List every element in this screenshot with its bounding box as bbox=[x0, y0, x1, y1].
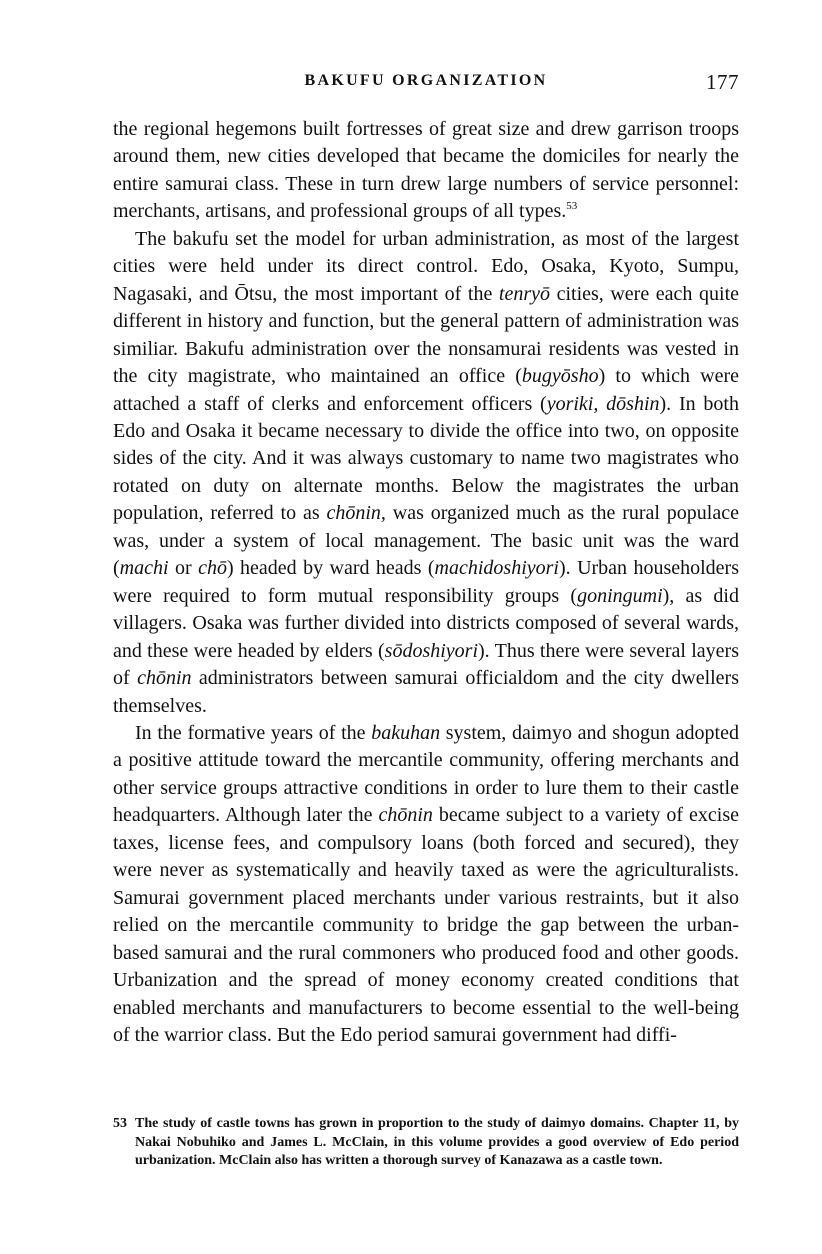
italic-term: chō bbox=[198, 557, 227, 580]
text-run: system, daimyo and shogun adopted a positive attitude toward the mercantile community, offering merchants and other service groups attractive conditions in order to lure them to their castle headquarters. Although later the bbox=[113, 721, 739, 827]
paragraph bbox=[113, 116, 739, 226]
italic-term: bugyōsho bbox=[521, 365, 599, 388]
body-text bbox=[113, 116, 739, 1049]
italic-term: machidoshiyori bbox=[434, 557, 559, 580]
italic-term: goningumi bbox=[577, 584, 663, 607]
italic-term: tenryō bbox=[498, 282, 550, 305]
paragraph bbox=[113, 720, 739, 1049]
running-title: BAKUFU ORGANIZATION bbox=[304, 72, 548, 89]
italic-term: chōnin, bbox=[326, 502, 386, 525]
text-run: In the formative years of the bbox=[135, 721, 372, 744]
text-run: ). Urban householders were required to form mutual responsibility groups ( bbox=[113, 557, 740, 607]
italic-term: sōdoshiyori bbox=[384, 639, 478, 662]
text-run: ), as did villagers. Osaka was further divided into districts composed of several wards, and these were headed by elders ( bbox=[113, 584, 739, 662]
text-run: was organized much as the rural populace was, under a system of local management. The basic unit was the ward ( bbox=[113, 502, 739, 580]
italic-term: chōnin bbox=[137, 667, 192, 690]
footnote bbox=[113, 1115, 739, 1171]
italic-term: machi bbox=[119, 557, 169, 580]
text-run: ). Thus there were several layers of bbox=[113, 639, 739, 690]
italic-term: yoriki, dōshin bbox=[546, 392, 660, 415]
text-run: administrators between samurai officialdom and the city dwellers themselves. bbox=[113, 667, 739, 717]
footnote-number: 53 bbox=[113, 1116, 127, 1131]
paragraph bbox=[113, 226, 739, 720]
text-run: the regional hegemons built fortresses of great size and drew garrison troops around them, new cities developed that became the domiciles for nearly the entire samurai class. These in turn drew large numbers of service personnel: merchants, artisans, and professional groups of all types. bbox=[113, 118, 739, 223]
text-run: or bbox=[168, 557, 199, 580]
text-run: ). In both Edo and Osaka it became necessary to divide the office into two, on opposite sides of the city. And it was always customary to name two magistrates who rotated on duty on alternate months. Below the magistrates the urban population, referred to as bbox=[113, 392, 739, 525]
text-run: The bakufu set the model for urban administration, as most of the largest cities were held under its direct control. Edo, Osaka, Kyoto, Sumpu, Nagasaki, and Ōtsu, the most important of the bbox=[113, 227, 739, 305]
page-number: 177 bbox=[706, 70, 739, 94]
italic-term: bakuhan bbox=[371, 721, 441, 744]
footnote-ref: 53 bbox=[566, 200, 578, 213]
text-run: ) to which were attached a staff of clerks and enforcement officers ( bbox=[113, 365, 739, 415]
italic-term: chōnin bbox=[378, 804, 433, 827]
text-run: cities, were each quite different in history and function, but the general pattern of administration was similiar. Bakufu administration over the nonsamurai residents was vested in the city magistrate, who maintained an office ( bbox=[113, 282, 740, 388]
text-run: became subject to a variety of excise taxes, license fees, and compulsory loans (both forced and secured), they were never as systematically and heavily taxed as were the agriculturalists. Samurai government placed merchants under various restraints, but it also relied on the mercantile community to bridge the gap between the urban-based samurai and the rural commoners who produced food and other goods. Urbanization and the spread of money economy created conditions that enabled merchants and manufacturers to become essential to the well-being of the warrior class. But the Edo period samurai government had diffi- bbox=[113, 804, 739, 1046]
page-header bbox=[113, 70, 739, 100]
footnote-text: The study of castle towns has grown in proportion to the study of daimyo domains. Chapter 11, by Nakai Nobuhiko and James L. McClain, in this volume provides a good overview of Edo period urbanization. McClain also has written a thorough survey of Kanazawa as a castle town. bbox=[135, 1116, 739, 1168]
text-run: ) headed by ward heads ( bbox=[226, 557, 435, 580]
